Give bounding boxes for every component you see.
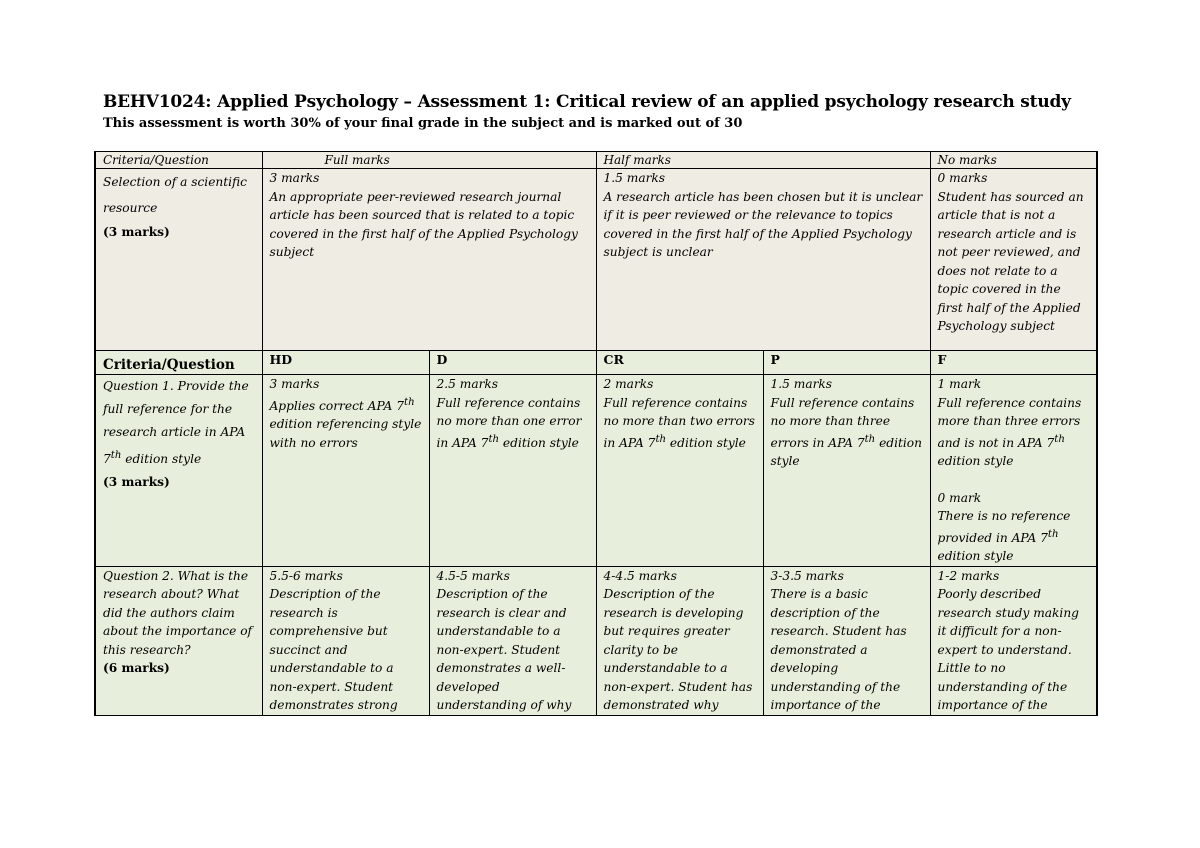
rubric-header-row-2: [95, 351, 1097, 375]
criteria-text: Question 2. What is the research about? What did the authors claim about the importance of this research?: [103, 568, 253, 657]
half-marks-cell: [596, 169, 930, 351]
criteria-marks: (3 marks): [103, 225, 170, 239]
marks-value: 1 mark: [937, 377, 982, 391]
marks-description: Full reference contains more than three errors and is not in APA 7th edition style: [937, 395, 1082, 469]
criteria-cell-question-2: [95, 566, 262, 715]
marks-value-secondary: 0 mark: [937, 490, 982, 505]
criteria-marks: (6 marks): [103, 661, 170, 676]
header-half-marks: Half marks: [596, 152, 930, 169]
rubric-row-question-2: [95, 566, 1097, 715]
marks-description: Full reference contains no more than one error in APA 7th edition style: [436, 395, 582, 450]
criteria-cell-selection: [95, 169, 262, 351]
marks-description-secondary: There is no reference provided in APA 7th edition style: [937, 509, 1071, 564]
marks-description: An appropriate peer-reviewed research journal article has been sourced that is related to a topic covered in the first half of the Applied Psychology subject: [269, 189, 578, 259]
criteria-cell-question-1: [95, 375, 262, 567]
marks-value: 3 marks: [269, 171, 320, 185]
rubric-row-selection: [95, 169, 1097, 351]
marks-description: Full reference contains no more than three errors in APA 7th edition style: [770, 395, 922, 469]
marks-description: Description of the research is developing but requires greater clarity to be understandable to a non-expert. Student has demonstrated why: [603, 587, 753, 713]
marks-value: 2.5 marks: [436, 377, 499, 391]
marks-description: Student has sourced an article that is not a research article and is not peer reviewed, and does not relate to a topic covered in the first half of the Applied Psychology subject: [937, 189, 1084, 333]
rubric-header-row-1: [95, 152, 1097, 169]
header-no-marks: No marks: [930, 152, 1097, 169]
header-grade-hd: HD: [262, 351, 429, 375]
criteria-text: Selection of a scientific resource: [103, 175, 248, 215]
header-full-marks: Full marks: [262, 152, 596, 169]
marks-value: 0 marks: [937, 171, 988, 185]
marks-description: Poorly described research study making it difficult for a non-expert to understand. Little to no understanding of the importance of the: [937, 587, 1079, 713]
grade-hd-cell: [262, 566, 429, 715]
grade-d-cell: [429, 566, 596, 715]
header-grade-p: P: [763, 351, 930, 375]
header-grade-d: D: [429, 351, 596, 375]
marks-value: 5.5-6 marks: [269, 568, 343, 583]
marks-value: 2 marks: [603, 377, 654, 391]
full-marks-cell: [262, 169, 596, 351]
marking-rubric-table: [94, 151, 1098, 716]
marks-description: Description of the research is comprehensive but succinct and understandable to a non-expert. Student demonstrates strong: [269, 587, 398, 713]
grade-d-cell: [429, 375, 596, 567]
grade-hd-cell: [262, 375, 429, 567]
document-subtitle: This assessment is worth 30% of your final grade in the subject and is marked out of 30: [103, 116, 743, 131]
header-grade-f: F: [930, 351, 1097, 375]
header-criteria-question: Criteria/Question: [95, 152, 262, 169]
grade-cr-cell: [596, 375, 763, 567]
rubric-row-question-1: [95, 375, 1097, 567]
marks-description: Full reference contains no more than two errors in APA 7th edition style: [603, 395, 755, 450]
marks-description: Applies correct APA 7th edition referencing style with no errors: [269, 396, 422, 450]
marks-value: 3-3.5 marks: [770, 568, 844, 583]
marks-value: 4-4.5 marks: [603, 568, 677, 583]
grade-f-cell: [930, 375, 1097, 567]
marks-description: There is a basic description of the research. Student has demonstrated a developing understanding of the importance of the: [770, 587, 907, 713]
criteria-text: Question 1. Provide the full reference for the research article in APA 7th edition style: [103, 379, 249, 467]
header-criteria-question-2: Criteria/Question: [95, 351, 262, 375]
grade-f-cell: [930, 566, 1097, 715]
criteria-marks: (3 marks): [103, 475, 170, 490]
no-marks-cell: [930, 169, 1097, 351]
marks-value: 1.5 marks: [603, 171, 666, 185]
marks-value: 1.5 marks: [770, 377, 833, 391]
grade-p-cell: [763, 566, 930, 715]
grade-p-cell: [763, 375, 930, 567]
marks-description: Description of the research is clear and understandable to a non-expert. Student demonstrates a well-developed understanding of why: [436, 587, 572, 713]
document-title: BEHV1024: Applied Psychology – Assessment 1: Critical review of an applied psychology research study: [103, 92, 1071, 112]
header-grade-cr: CR: [596, 351, 763, 375]
marks-value: 3 marks: [269, 377, 320, 391]
marks-value: 1-2 marks: [937, 568, 1000, 583]
marks-value: 4.5-5 marks: [436, 568, 510, 583]
marks-description: A research article has been chosen but it is unclear if it is peer reviewed or the relevance to topics covered in the first half of the Applied Psychology subject is unclear: [603, 189, 923, 259]
grade-cr-cell: [596, 566, 763, 715]
